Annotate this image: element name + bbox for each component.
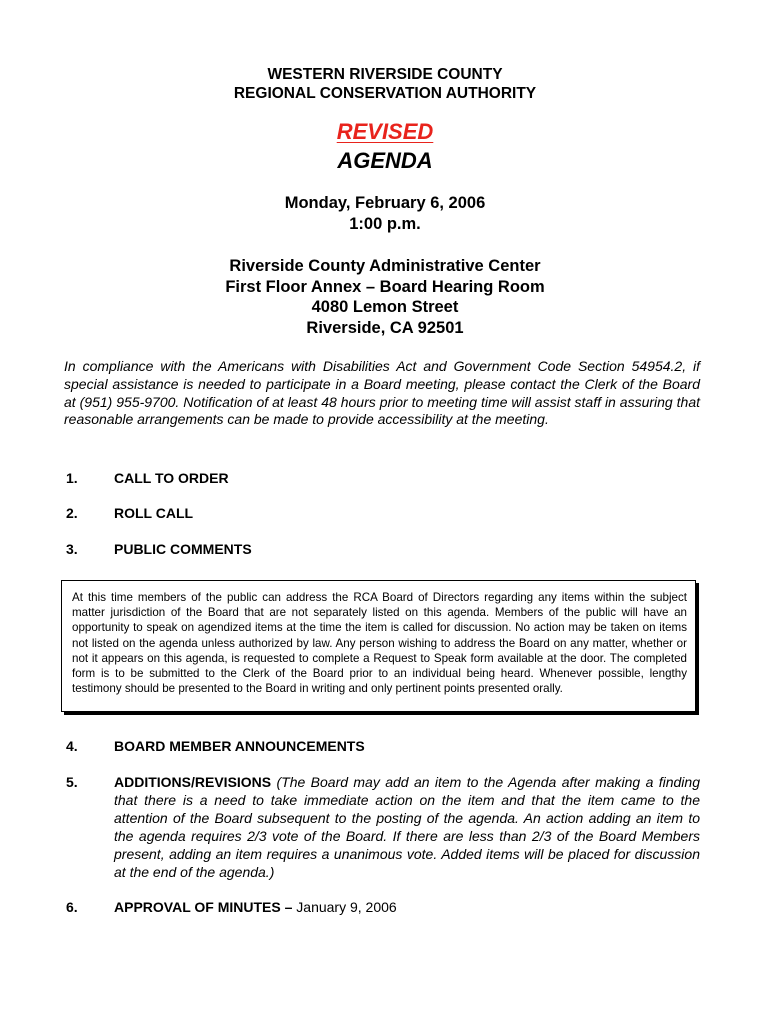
item-title: APPROVAL OF MINUTES – (114, 899, 293, 915)
meeting-time: 1:00 p.m. (349, 215, 421, 233)
location-street: 4080 Lemon Street (311, 298, 459, 316)
item-number: 2. (66, 505, 78, 521)
item-title: CALL TO ORDER (114, 470, 229, 486)
meeting-date: Monday, February 6, 2006 (284, 194, 486, 212)
agenda-item (66, 737, 700, 755)
item-number: 6. (66, 899, 78, 915)
item-detail: January 9, 2006 (296, 899, 397, 915)
agenda-item (66, 469, 700, 487)
agenda-item (66, 773, 700, 881)
revised-label: REVISED (336, 119, 434, 144)
item-number: 4. (66, 738, 78, 754)
item-number: 3. (66, 541, 78, 557)
agenda-item (66, 898, 700, 916)
location-city: Riverside, CA 92501 (306, 319, 464, 337)
public-comments-notice-text: At this time members of the public can address the RCA Board of Directors regarding any items within the subject matter jurisdiction of the Board that are not separately listed on this agenda. Members of the public will have an opportunity to speak on agendized items at the time the item is called for discussion. No action may be taken on items not listed on the agenda unless authorized by law. Any person wishing to address the Board on any matter, whether or not it appears on this agenda, is requested to complete a Request to Speak form available at the door. The completed form is to be submitted to the Clerk of the Board prior to an individual being heard. Whenever possible, lengthy testimony should be presented to the Board in writing and only pertinent points presented orally. (72, 591, 687, 696)
org-name-line-2: REGIONAL CONSERVATION AUTHORITY (233, 85, 537, 102)
ada-notice: In compliance with the Americans with Disabilities Act and Government Code Section 54954.2, if special assistance is needed to participate in a Board meeting, please contact the Clerk of the Board at (951) 955-9700. Notification of at least 48 hours prior to meeting time will assist staff in assuring that reasonable arrangements can be made to provide accessibility at the meeting. (64, 358, 700, 428)
item-title: ROLL CALL (114, 505, 194, 521)
item-number: 5. (66, 774, 78, 790)
agenda-item (66, 540, 700, 558)
item-title: ADDITIONS/REVISIONS (114, 774, 272, 790)
item-description: (The Board may add an item to the Agenda after making a finding that there is a need to take immediate action on the item and that the item came to the attention of the Board subsequent to the posting of the agenda. An action adding an item to the agenda requires 2/3 vote of the Board. If there are less than 2/3 of the Board Members present, adding an item requires a unanimous vote. Added items will be placed for discussion at the end of the agenda.) (114, 774, 700, 880)
agenda-title: AGENDA (337, 148, 433, 173)
item-title: BOARD MEMBER ANNOUNCEMENTS (114, 738, 365, 754)
item-number: 1. (66, 470, 78, 486)
org-name-line-1: WESTERN RIVERSIDE COUNTY (267, 66, 503, 83)
location-building: Riverside County Administrative Center (229, 257, 541, 275)
location-room: First Floor Annex – Board Hearing Room (225, 278, 545, 296)
item-title: PUBLIC COMMENTS (114, 541, 252, 557)
agenda-item (66, 504, 700, 522)
public-comments-notice-box (61, 580, 696, 712)
